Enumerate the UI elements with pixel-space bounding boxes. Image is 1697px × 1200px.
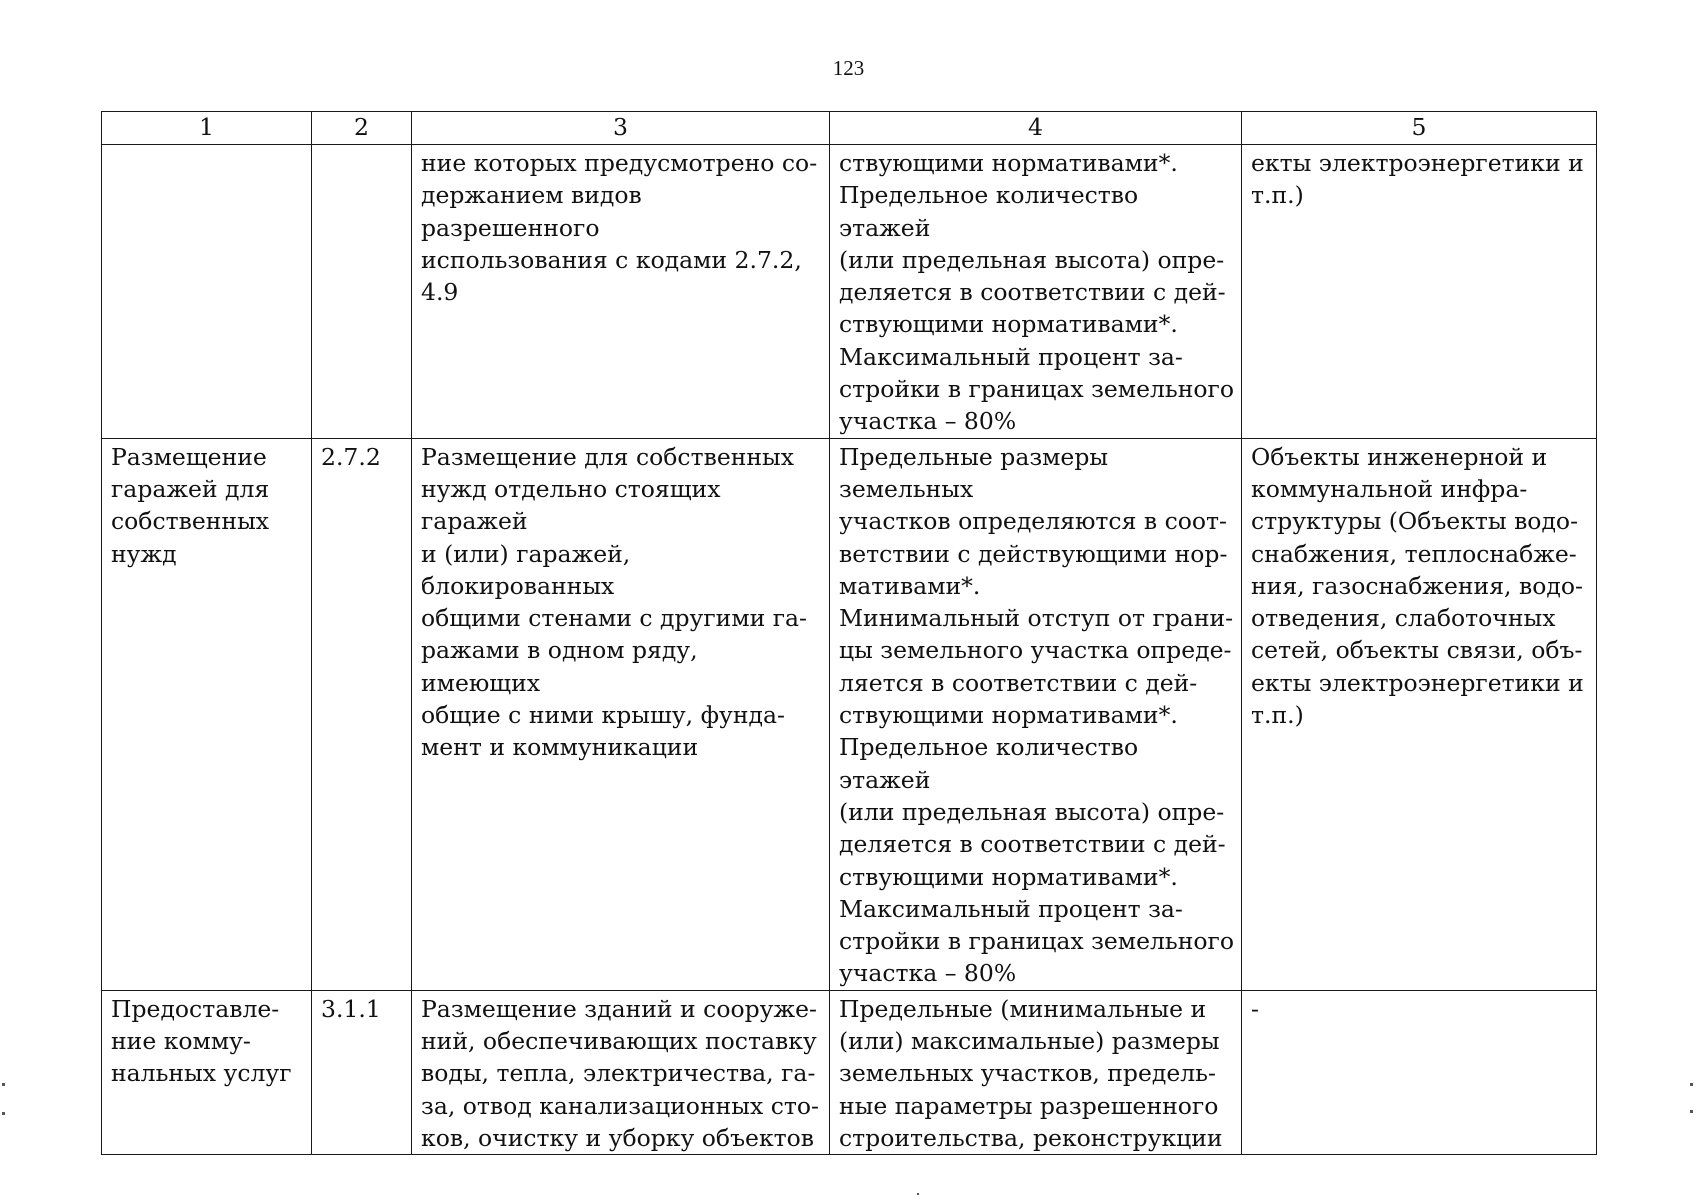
use-objects: екты электроэнергетики и т.п.) — [1251, 149, 1584, 210]
use-description: ние которых предусмотрено со- держанием видов разрешенного использования с кодами 2.7.2, 4.9 — [421, 149, 818, 307]
header-col-5: 5 — [1242, 112, 1597, 145]
scan-speck — [1690, 1110, 1693, 1113]
use-code-cell — [312, 990, 412, 1154]
use-code: 2.7.2 — [321, 442, 381, 471]
use-parameters-cell — [830, 145, 1242, 439]
table-row-garages — [102, 438, 1597, 990]
scan-speck — [917, 1193, 919, 1195]
header-col-1: 1 — [102, 112, 312, 145]
header-col-3: 3 — [412, 112, 830, 145]
use-parameters-cell — [830, 990, 1242, 1154]
page-number: 123 — [832, 56, 865, 80]
scan-speck — [1690, 1083, 1693, 1086]
use-name-cell — [102, 990, 312, 1154]
use-parameters: Предельные размеры земельных участков определяются в соот- ветствии с действующими нор- мативами*. Минимальный отступ от грани- цы земельного участка опреде- ляется в соответствии с дей- ствующими нормативами*. Предельное количество этажей (или предельная высота) опре- деляется в соответствии с дей- ствующими нормативами*. Максимальный процент за- стройки в границах земельного участка – 80% — [839, 442, 1234, 988]
use-description-cell — [412, 990, 830, 1154]
table-row-utilities — [102, 990, 1597, 1154]
use-parameters: ствующими нормативами*. Предельное количество этажей (или предельная высота) опре- деляется в соответствии с дей- ствующими нормативами*. Максимальный процент за- стройки в границах земельного участка – 80% — [839, 149, 1234, 436]
use-code: 3.1.1 — [321, 994, 381, 1023]
use-objects-cell — [1242, 990, 1597, 1154]
use-code-cell — [312, 438, 412, 990]
use-objects-cell — [1242, 145, 1597, 439]
use-code-cell — [312, 145, 412, 439]
header-row — [102, 112, 1597, 145]
use-name-cell — [102, 438, 312, 990]
use-name: Предоставле- ние комму- нальных услуг — [111, 994, 292, 1088]
use-parameters: Предельные (минимальные и (или) максимальные) размеры земельных участков, предель- ные параметры разрешенного строительства, реконструкции — [839, 994, 1223, 1152]
land-use-table — [101, 111, 1597, 1155]
use-objects: Объекты инженерной и коммунальной инфра- структуры (Объекты водо- снабжения, теплоснабже- ния, газоснабжения, водо- отведения, слаботочных сетей, объекты связи, объ- екты электроэнергетики и т.п.) — [1251, 442, 1584, 730]
use-parameters-cell — [830, 438, 1242, 990]
header-col-2: 2 — [312, 112, 412, 145]
use-description-cell — [412, 145, 830, 439]
use-description-cell — [412, 438, 830, 990]
table-row-continuation — [102, 145, 1597, 439]
use-description: Размещение для собственных нужд отдельно стоящих гаражей и (или) гаражей, блокированных общими стенами с другими га- ражами в одном ряду, имеющих общие с ними крышу, фунда- мент и коммуникации — [421, 442, 807, 762]
use-objects: - — [1251, 994, 1259, 1023]
use-description: Размещение зданий и сооруже- ний, обеспечивающих поставку воды, тепла, электричества, га- за, отвод канализационных сто- ков, очистку и уборку объектов — [421, 994, 819, 1152]
scan-speck — [2, 1083, 5, 1086]
use-name: Размещение гаражей для собственных нужд — [111, 442, 270, 568]
scan-speck — [2, 1112, 5, 1115]
use-name-cell — [102, 145, 312, 439]
header-col-4: 4 — [830, 112, 1242, 145]
use-objects-cell — [1242, 438, 1597, 990]
